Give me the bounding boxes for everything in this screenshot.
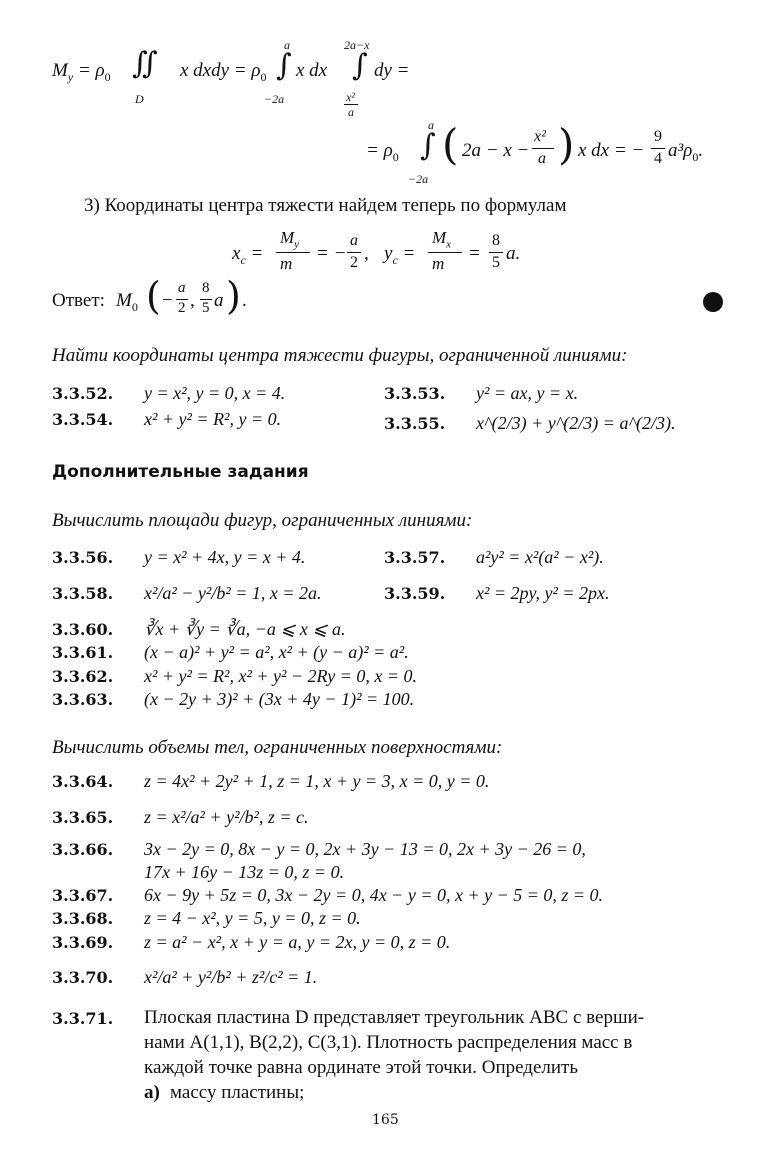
problem-number: 3.3.67. (52, 886, 114, 905)
problem-equation: 6x − 9y + 5z = 0, 3x − 2y = 0, 4x − y = 0, x + y − 5 = 0, z = 0. (144, 885, 604, 905)
extra-tasks-heading: Дополнительные задания (52, 462, 309, 482)
problem-number: 3.3.60. (52, 620, 114, 639)
problem-number: 3.3.52. (52, 384, 114, 403)
problem-number: 3.3.53. (384, 384, 446, 403)
problem-equation: x² = 2py, y² = 2px. (476, 583, 610, 603)
problem-number: 3.3.65. (52, 808, 114, 827)
problem-3371-line1: Плоская пластина D представляет треугольник ABC с верши- (144, 1007, 645, 1028)
end-of-solution-bullet (703, 292, 723, 312)
problem-number: 3.3.71. (52, 1009, 114, 1028)
problem-equation: x² + y² = R², x² + y² − 2Ry = 0, x = 0. (144, 666, 417, 686)
problem-equation: (x − 2y + 3)² + (3x + 4y − 1)² = 100. (144, 689, 415, 709)
problem-number: 3.3.54. (52, 410, 114, 429)
step3-text: 3) Координаты центра тяжести найдем теперь по формулам (84, 195, 567, 216)
section2-heading: Вычислить площади фигур, ограниченных линиями: (52, 510, 473, 531)
problem-equation: z = a² − x², x + y = a, y = 2x, y = 0, z = 0. (144, 932, 451, 952)
textbook-page: $M_y = \rho_0$ ∬ D x dxdy = $\rho_0$ a ∫ −2a x dx 2a−x ∫ x² a dy = = $\rho_0$ a ∫ −2a ( 2a − x − x² a ) x dx = − 9 4 $a^3\rho_0$. 3) Координаты центра тяжести найдем теперь по формулам $x_c$ = $M_y$ m = − a 2 , $y_c$ = $M_x$ m = 8 5 a. Ответ: $M_0$ ( − a 2 , 8 5 a ) . Найти координаты центра тяжести фигуры, ограниченной линиями: 3.3.52. y = x², y = 0, x = 4. 3.3.53. y² = ax, y = x. 3.3.54. x² + y² = R², y = 0. 3.3.55. x^(2/3) + y^(2/3) = a^(2/3). Дополнительные задания Вычислить площади фигур, ограниченных линиями: 3.3.56. y = x² + 4x, y = x + 4. 3.3.57. a²y² = x²(a² − x²). 3.3.58. x²/a² − y²/b² = 1, x = 2a. 3.3.59. x² = 2py, y² = 2px. 3.3.60. ∛x + ∛y = ∛a, −a ⩽ x ⩽ a. 3.3.61. (x − a)² + y² = a², x² + (y − a)² = a². 3.3.62. x² + y² = R², x² + y² − 2Ry = 0, x = 0. 3.3.63. (x − 2y + 3)² + (3x + 4y − 1)² = 100. Вычислить объемы тел, ограниченных поверхностями: 3.3.64. z = 4x² + 2y² + 1, z = 1, x + y = 3, x = 0, y = 0. 3.3.65. z = x²/a² + y²/b², z = c. 3.3.66. 3x − 2y = 0, 8x − y = 0, 2x + 3y − 13 = 0, 2x + 3y − 26 = 0, 17x + 16y − 13z = 0, z = 0. 3.3.67. 6x − 9y + 5z = 0, 3x − 2y = 0, 4x − y = 0, x + y − 5 = 0, z = 0. 3.3.68. z = 4 − x², y = 5, y = 0, z = 0. 3.3.69. z = a² − x², x + y = a, y = 2x, y = 0, z = 0. 3.3.70. x²/a² + y²/b² + z²/c² = 1. 3.3.71. Плоская пластина D представляет треугольник ABC с верши- нами A(1,1), B(2,2), C(3,1). Плотность распределения масс в каждой точке равна ординате этой точки. Определить а) массу пластины; 165 (0, 0, 771, 1172)
answer-label: Ответ: (52, 290, 105, 311)
problem-equation: x²/a² − y²/b² = 1, x = 2a. (144, 583, 322, 603)
problem-equation: y = x² + 4x, y = x + 4. (144, 547, 306, 567)
problem-number: 3.3.62. (52, 667, 114, 686)
problem-equation: 3x − 2y = 0, 8x − y = 0, 2x + 3y − 13 = 0, 2x + 3y − 26 = 0, (144, 839, 586, 859)
problem-equation: x²/a² + y²/b² + z²/c² = 1. (144, 967, 318, 987)
section3-heading: Вычислить объемы тел, ограниченных поверхностями: (52, 737, 503, 758)
problem-equation: a²y² = x²(a² − x²). (476, 547, 604, 567)
problem-equation: z = x²/a² + y²/b², z = c. (144, 807, 309, 827)
problem-number: 3.3.63. (52, 690, 114, 709)
problem-number: 3.3.66. (52, 840, 114, 859)
problem-equation: z = 4x² + 2y² + 1, z = 1, x + y = 3, x = 0, y = 0. (144, 771, 490, 791)
problem-number: 3.3.58. (52, 584, 114, 603)
section1-heading: Найти координаты центра тяжести фигуры, ограниченной линиями: (52, 345, 628, 366)
problem-equation: y = x², y = 0, x = 4. (144, 383, 286, 403)
problem-number: 3.3.55. (384, 414, 446, 433)
problem-3371-part-label: а) (144, 1082, 160, 1103)
problem-number: 3.3.69. (52, 933, 114, 952)
problem-number: 3.3.64. (52, 772, 114, 791)
problem-number: 3.3.56. (52, 548, 114, 567)
problem-number: 3.3.68. (52, 909, 114, 928)
problem-equation: y² = ax, y = x. (476, 383, 579, 403)
page-number: 165 (372, 1112, 399, 1128)
problem-equation: (x − a)² + y² = a², x² + (y − a)² = a². (144, 642, 409, 662)
problem-number: 3.3.59. (384, 584, 446, 603)
problem-equation: x^(2/3) + y^(2/3) = a^(2/3). (476, 413, 676, 433)
problem-equation: ∛x + ∛y = ∛a, −a ⩽ x ⩽ a. (144, 619, 346, 639)
problem-equation-continued: 17x + 16y − 13z = 0, z = 0. (144, 862, 345, 882)
problem-number: 3.3.57. (384, 548, 446, 567)
problem-3371-line3: каждой точке равна ординате этой точки. Определить (144, 1057, 579, 1078)
problem-3371-line2: нами A(1,1), B(2,2), C(3,1). Плотность распределения масс в (144, 1032, 633, 1053)
problem-number: 3.3.61. (52, 643, 114, 662)
problem-3371-part-text: массу пластины; (170, 1082, 305, 1103)
problem-equation: z = 4 − x², y = 5, y = 0, z = 0. (144, 908, 361, 928)
problem-number: 3.3.70. (52, 968, 114, 987)
problem-equation: x² + y² = R², y = 0. (144, 409, 282, 429)
